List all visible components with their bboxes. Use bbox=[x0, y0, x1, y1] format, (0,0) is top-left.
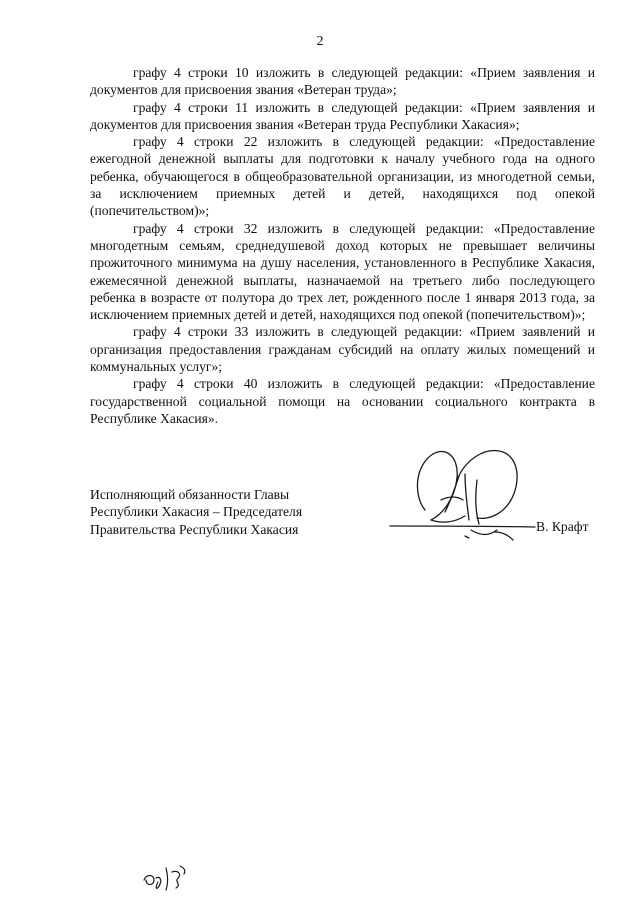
document-body bbox=[90, 64, 595, 427]
paragraph: графу 4 строки 22 изложить в следующей редакции: «Предоставление ежегодной денежной выплаты для подготовки к началу учебного года на одного ребенка, обучающегося в общеобразовательной организации, из многодетной семьи, за исключением приемных детей и детей, находящихся под опекой (попечительством)»; bbox=[90, 134, 595, 219]
signatory-name: В. Крафт bbox=[536, 519, 589, 534]
paragraph: графу 4 строки 10 изложить в следующей редакции: «Прием заявления и документов для присвоения звания «Ветеран труда»; bbox=[90, 65, 595, 98]
handwritten-signature bbox=[385, 440, 545, 550]
paragraph: графу 4 строки 32 изложить в следующей редакции: «Предоставление многодетным семьям, среднедушевой доход которых не превышает величины прожиточного минимума на душу населения, установленного в Республике Хакасия, ежемесячной денежной выплаты, назначаемой на третьего либо последующего ребенка в возрасте от полутора до трех лет, рожденного после 1 января 2013 года, за исключением приемных детей и детей, находящихся под опекой (попечительством)»; bbox=[90, 220, 595, 323]
paragraph: графу 4 строки 33 изложить в следующей редакции: «Прием заявлений и организация предоставления гражданам субсидий на оплату жилых помещений и коммунальных услуг»; bbox=[90, 324, 595, 375]
paragraph: графу 4 строки 40 изложить в следующей редакции: «Предоставление государственной социальной помощи на основании социального контракта в Республике Хакасия». bbox=[90, 376, 595, 426]
page-number: 2 bbox=[316, 34, 324, 49]
signatory-title bbox=[90, 486, 350, 538]
handwritten-initials bbox=[140, 858, 196, 894]
paragraph: графу 4 строки 11 изложить в следующей редакции: «Прием заявления и документов для присвоения звания «Ветеран труда Республики Хакасия»; bbox=[90, 99, 595, 132]
signatory-title-line: Правительства Республики Хакасия bbox=[90, 521, 299, 537]
signatory-title-line: Исполняющий обязанности Главы bbox=[90, 487, 290, 502]
signatory-title-line: Республики Хакасия – Председателя bbox=[90, 504, 303, 520]
